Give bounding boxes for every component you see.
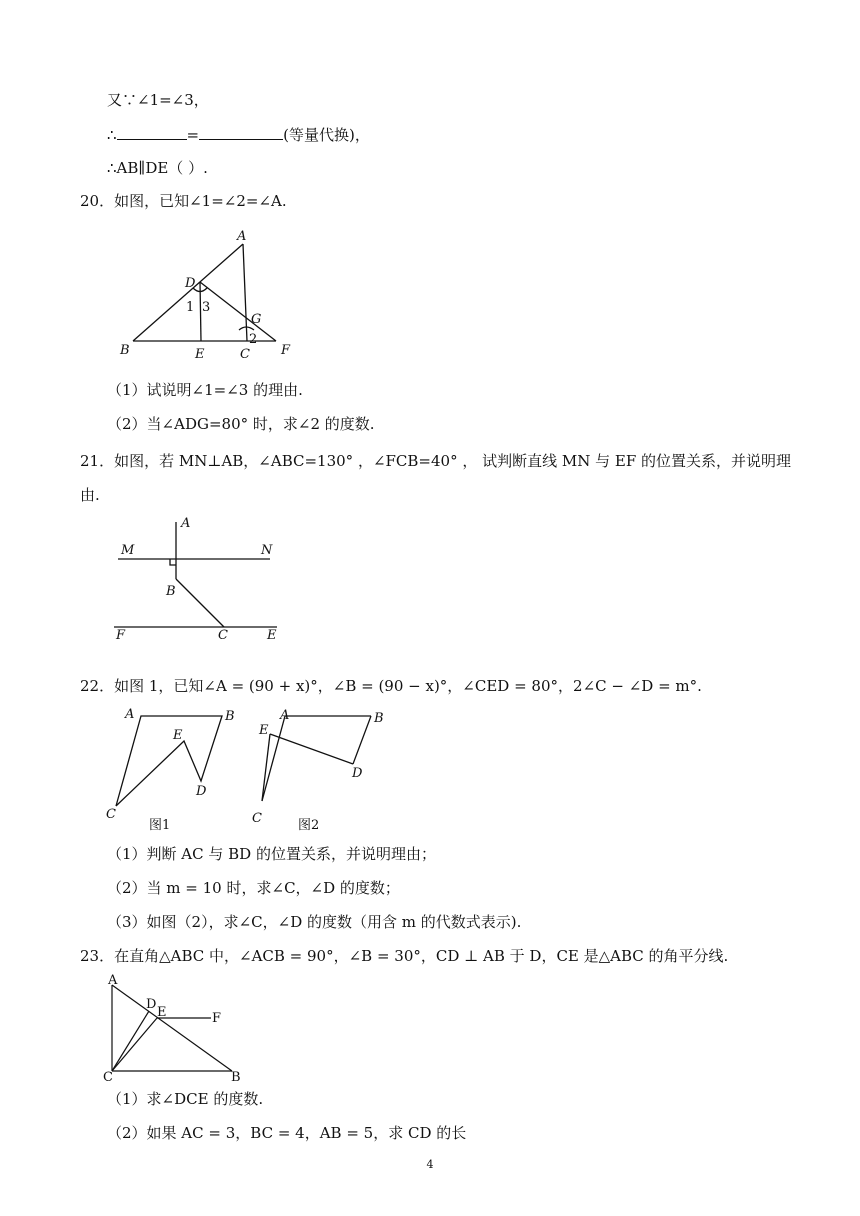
q21-label-E: E <box>267 628 277 643</box>
q21-stem-line2: 由. <box>80 486 100 504</box>
q20-label-F: F <box>281 343 291 358</box>
q23-label-E: E <box>157 1005 167 1020</box>
q20-label-C: C <box>240 347 250 362</box>
q22-fig1-label-E: E <box>173 728 183 743</box>
q23-stem: 23．在直角△ABC 中，∠ACB = 90°，∠B = 30°，CD ⊥ AB 于 D，CE 是△ABC 的角平分线. <box>80 947 729 965</box>
q20-sub1: （1）试说明∠1=∠3 的理由. <box>107 381 303 399</box>
therefore-symbol: ∴ <box>107 126 117 144</box>
q22-fig1-label-B: B <box>225 709 235 724</box>
q20-label-B: B <box>120 343 130 358</box>
page-number: 4 <box>426 1158 434 1171</box>
q20-stem: 20．如图，已知∠1=∠2=∠A. <box>80 192 287 210</box>
q21-label-A: A <box>181 516 191 531</box>
q21-label-B: B <box>166 584 176 599</box>
q23-label-C: C <box>103 1070 113 1085</box>
q21-label-N: N <box>261 543 273 558</box>
reason-text: (等量代换)， <box>283 126 370 144</box>
q20-label-3: 3 <box>202 300 211 315</box>
q23-label-D: D <box>146 997 157 1012</box>
q20-label-E: E <box>195 347 205 362</box>
q21-label-C: C <box>218 628 228 643</box>
q20-sub2: （2）当∠ADG=80° 时，求∠2 的度数. <box>107 415 375 433</box>
q22-fig2-label-B: B <box>374 711 384 726</box>
q22-fig1-caption: 图1 <box>149 818 171 833</box>
q22-sub2: （2）当 m = 10 时，求∠C，∠D 的度数； <box>107 879 400 897</box>
q21-label-F: F <box>116 628 126 643</box>
equals-sign: = <box>186 126 200 144</box>
q20-label-D: D <box>185 276 196 291</box>
proof-line-3: ∴AB∥DE（ ）. <box>107 159 208 177</box>
proof-line-1: 又∵∠1=∠3， <box>107 91 209 109</box>
q22-stem: 22．如图 1，已知∠A = (90 + x)°，∠B = (90 − x)°，∠CED = 80°，2∠C − ∠D = m°. <box>80 677 702 695</box>
q22-fig2-caption: 图2 <box>298 818 320 833</box>
q21-stem-line1: 21．如图，若 MN⊥AB，∠ABC=130° ，∠FCB=40° ， 试判断直线 MN 与 EF 的位置关系，并说明理 <box>80 452 792 470</box>
q20-label-2: 2 <box>249 332 258 347</box>
q22-fig1-label-A: A <box>125 707 135 722</box>
q22-fig1-label-C: C <box>106 807 116 822</box>
q23-sub2: （2）如果 AC = 3，BC = 4，AB = 5，求 CD 的长 <box>107 1124 467 1142</box>
q23-label-F: F <box>212 1011 222 1026</box>
q23-sub1: （1）求∠DCE 的度数. <box>107 1090 264 1108</box>
q23-label-B: B <box>231 1070 241 1085</box>
q22-sub1: （1）判断 AC 与 BD 的位置关系，并说明理由； <box>107 845 436 863</box>
q20-label-1: 1 <box>186 300 195 315</box>
q22-fig2-label-A: A <box>280 708 290 723</box>
q20-label-A: A <box>237 229 247 244</box>
q22-fig2-label-E: E <box>259 723 269 738</box>
q21-label-M: M <box>121 543 135 558</box>
q22-fig2-label-C: C <box>252 811 262 826</box>
q22-fig1-label-D: D <box>196 784 207 799</box>
q23-label-A: A <box>108 973 118 988</box>
q22-sub3: （3）如图（2），求∠C，∠D 的度数（用含 m 的代数式表示). <box>107 913 522 931</box>
q20-label-G: G <box>251 312 262 327</box>
q22-fig2-label-D: D <box>352 766 363 781</box>
